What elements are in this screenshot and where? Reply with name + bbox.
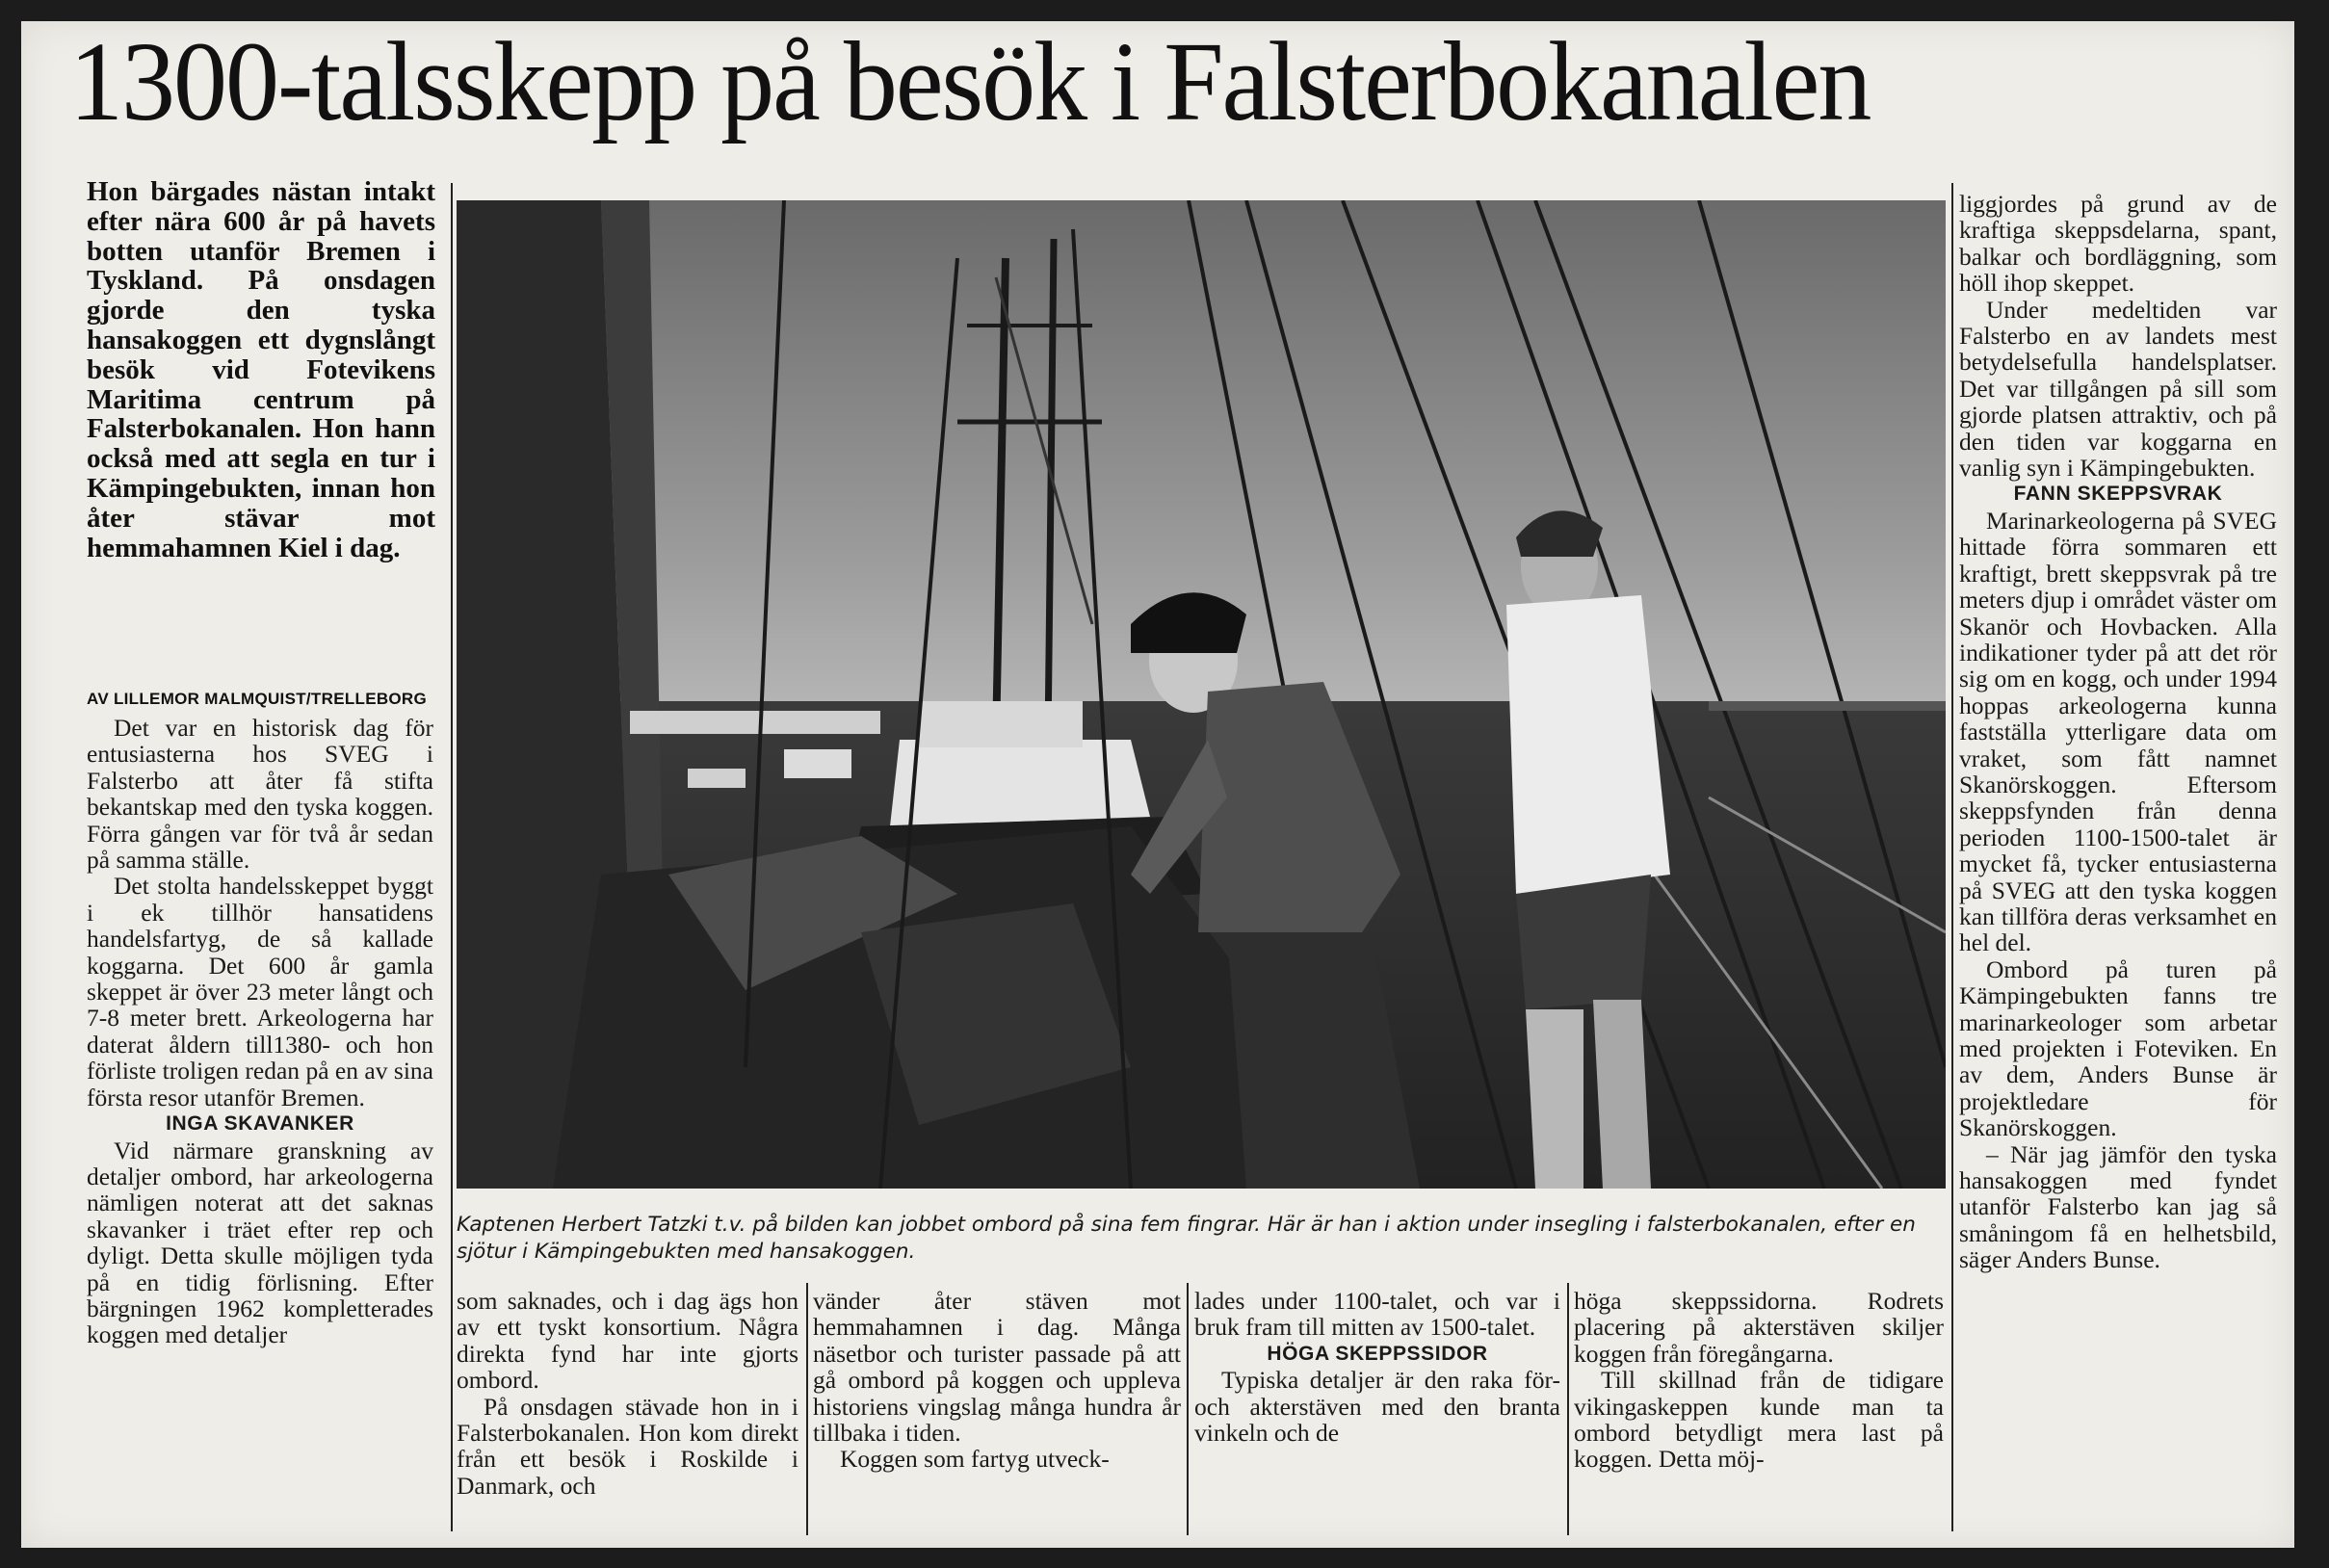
- column-5: [1574, 1288, 1944, 1473]
- column-rule: [1567, 1283, 1569, 1535]
- lead-paragraph: Hon bärgades nästan intakt efter nära 600 år på havets botten utanför Bremen i Tyskland. På onsdagen gjorde den tyska hansakoggen ett dygnslångt besök vid Fotevikens Maritima centrum på Falsterbokanalen. Hon hann också med att segla en tur i Kämpingebukten, innan hon åter stävar mot hemmahamnen Kiel i dag.: [87, 176, 435, 563]
- newspaper-clipping: [21, 21, 2294, 1548]
- column-rule: [1951, 183, 1953, 1531]
- column-3: [813, 1288, 1181, 1473]
- paragraph: Koggen som fartyg utveck-: [840, 1445, 1110, 1474]
- photo-caption: Kaptenen Herbert Tatzki t.v. på bilden kan jobbet ombord på sina fem fingrar. Här är han i aktion under insegling i falsterbokanalen, efter en sjötur i Kämpingebukten med hansakoggen.: [457, 1213, 1916, 1264]
- paragraph: Vid närmare granskning av detaljer ombord, har arkeologerna nämligen noterat att det saknas skavanker i träet efter rep och dyligt. Detta skulle möjligen tyda på en tidig förlisning. Efter bärgningen 1962 kompletterades koggen med detaljer: [87, 1136, 433, 1349]
- column-1: [87, 715, 433, 1348]
- paragraph: Marinarkeologerna på SVEG hittade förra sommaren ett kraftigt, brett skeppsvrak på tre meters djup i området väster om Skanör och Hovbacken. Alla indikationer tyder på att det rör sig om en kogg, och under 1994 hoppas arkeologerna kunna fastställa ytterligare data om vraket, som fått namnet Skanörskoggen. Eftersom skeppsfynden från denna perioden 1100-1500-talet är mycket få, tycker entusiasterna på SVEG att den tyska koggen kan tillföra deras verksamhet en hel del.: [1959, 506, 2277, 957]
- column-6: [1959, 191, 2277, 1273]
- paragraph: Ombord på turen på Kämpingebukten fanns tre marinarkeologer som arbetar med projekten i Foteviken. En av dem, Anders Bunse är projektledare för Skanörskoggen.: [1959, 954, 2277, 1142]
- paragraph: – När jag jämför den tyska hansakoggen med fyndet utanför Falsterbo kan jag så småningom få en helhetsbild, säger Anders Bunse.: [1959, 1139, 2277, 1274]
- column-rule: [806, 1283, 808, 1535]
- paragraph: På onsdagen stävade hon in i Falsterbokanalen. Hon kom direkt från ett besök i Roskilde i Danmark, och: [457, 1392, 798, 1500]
- paragraph: Typiska detaljer är den raka för-och akterstäven med den branta vinkeln och de: [1194, 1366, 1560, 1448]
- paragraph: lades under 1100-talet, och var i bruk fram till mitten av 1500-talet.: [1194, 1287, 1560, 1342]
- column-rule: [1187, 1283, 1189, 1535]
- column-4: [1194, 1288, 1560, 1446]
- paragraph: Under medeltiden var Falsterbo en av landets mest betydelsefulla handelsplatser. Det var tillgången på sill som gjorde platsen attraktiv, och på den tiden var koggarna en vanlig syn i Kämpingebukten.: [1959, 295, 2277, 483]
- column-2: [457, 1288, 798, 1499]
- paragraph: vänder åter stäven mot hemmahamnen i dag. Många näsetbor och turister passade på att gå ombord på koggen och uppleva historiens vingslag många hundra år tillbaka i tiden.: [813, 1287, 1181, 1448]
- subheading: HÖGA SKEPPSSIDOR: [1267, 1342, 1488, 1365]
- paragraph: höga skeppssidorna. Rodrets placering på akterstäven skiljer koggen från föregångarna.: [1574, 1287, 1944, 1368]
- subheading: FANN SKEPPSVRAK: [2013, 483, 2223, 506]
- paragraph: Det stolta handelsskeppet byggt i ek tillhör hansatidens handelsfartyg, de så kallade koggarna. Det 600 år gamla skeppet är över 23 meter långt och 7-8 meter brett. Arkeologerna har daterat åldern till1380- och hon förliste troligen redan på en av sina första resor utanför Bremen.: [87, 872, 433, 1111]
- column-rule: [451, 183, 453, 1531]
- headline: 1300-talsskepp på besök i Falsterbokanalen: [69, 21, 1871, 145]
- byline: AV LILLEMOR MALMQUIST/TRELLEBORG: [87, 690, 428, 708]
- paragraph: liggjordes på grund av de kraftiga skeppsdelarna, spant, balkar och bordläggning, som höll ihop skeppet.: [1959, 190, 2277, 298]
- ship-photo: [457, 200, 1946, 1189]
- paragraph: som saknades, och i dag ägs hon av ett tyskt konsortium. Några direkta fynd har inte gjorts ombord.: [457, 1287, 798, 1395]
- paragraph: Det var en historisk dag för entusiasterna hos SVEG i Falsterbo att åter få stifta bekantskap med den tyska koggen. Förra gången var för två år sedan på samma ställe.: [87, 714, 433, 875]
- subheading: INGA SKAVANKER: [166, 1112, 354, 1136]
- paragraph: Till skillnad från de tidigare vikingaskeppen kunde man ta ombord betydligt mera last på koggen. Detta möj-: [1574, 1366, 1944, 1474]
